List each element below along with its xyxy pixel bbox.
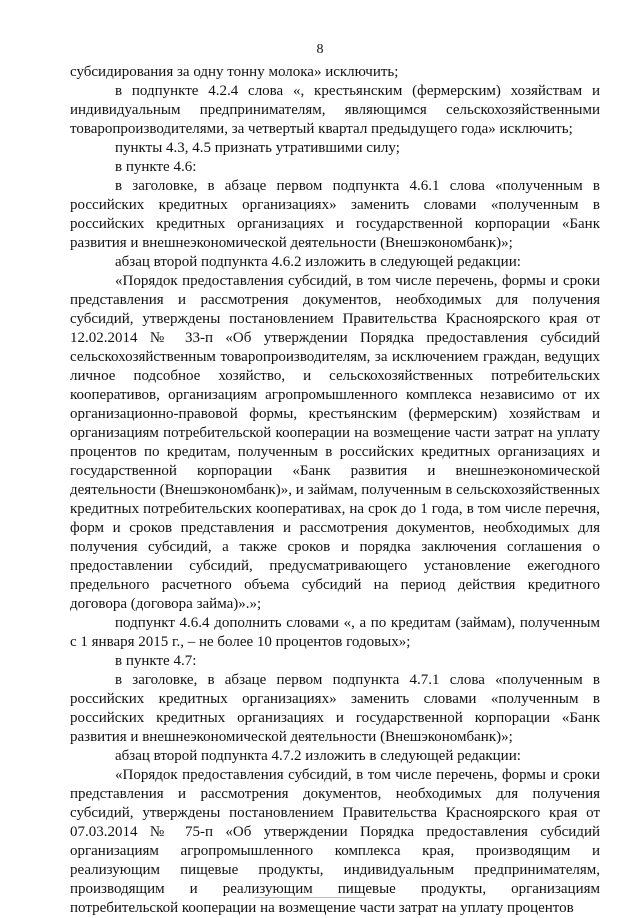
paragraph: подпункт 4.6.4 дополнить словами «, а по кредитам (займам), полученным с 1 января 2015 г., – не более 10 процентов годовых»; bbox=[70, 615, 600, 650]
page-number: 8 bbox=[316, 42, 324, 57]
paragraph: в пункте 4.6: bbox=[115, 159, 197, 175]
paragraph: «Порядок предоставления субсидий, в том числе перечень, формы и сроки представления и рассмотрения документов, необходимых для получения субсидий, утверждены постановлением Правительства Красноярского края от 07.03.2014 № 75-п «Об утверждении Порядка предоставления субсидий организациям агропромышленного комплекса края, производящим и реализующим пищевые продукты, индивидуальным предпринимателям, производящим и реализующим пищевые продукты, организациям потребительской кооперации на возмещение части затрат на уплату процентов bbox=[70, 767, 600, 916]
scan-edge-line bbox=[255, 897, 365, 898]
paragraph: в заголовке, в абзаце первом подпункта 4.6.1 слова «полученным в российских кредитных организациях» заменить словами «полученным в российских кредитных организациях и государственной корпорации «Банк развития и внешнеэкономической деятельности (Внешэкономбанк)»; bbox=[70, 178, 600, 251]
paragraph: в заголовке, в абзаце первом подпункта 4.7.1 слова «полученным в российских кредитных организациях» заменить словами «полученным в российских кредитных организациях и государственной корпорации «Банк развития и внешнеэкономической деятельности (Внешэкономбанк)»; bbox=[70, 672, 600, 745]
paragraph: «Порядок предоставления субсидий, в том числе перечень, формы и сроки представления и рассмотрения документов, необходимых для получения субсидий, утверждены постановлением Правительства Красноярского края от 12.02.2014 № 33-п «Об утверждении Порядка предоставления субсидий сельскохозяйственным товаропроизводителям, за исключением граждан, ведущих личное подсобное хозяйство, и сельскохозяйственных потребительских кооперативов, организациям агропромышленного комплекса независимо от их организационно-правовой формы, крестьянским (фермерским) хозяйствам и организациям потребительской кооперации на возмещение части затрат на уплату процентов по кредитам, полученным в российских кредитных организациях и государственной корпорации «Банк развития и внешнеэкономической деятельности (Внешэкономбанк)», и займам, полученным в сельскохозяйственных кредитных потребительских кооперативах, на срок до 1 года, в том числе перечня, форм и сроков представления и рассмотрения документов, необходимых для получения субсидий, а также сроков и порядка заключения соглашения о предоставлении субсидий, предусматривающего установление ежегодного предельного расчетного объема субсидий на период действия кредитного договора (договора займа)».»; bbox=[70, 273, 600, 612]
paragraph: субсидирования за одну тонну молока» исключить; bbox=[70, 64, 399, 80]
paragraph: в подпункте 4.2.4 слова «, крестьянским (фермерским) хозяйствам и индивидуальным предпринимателям, являющимся сельскохозяйственными товаропроизводителями, за четвертый квартал предыдущего года» исключить; bbox=[70, 83, 600, 137]
paragraph: абзац второй подпункта 4.7.2 изложить в следующей редакции: bbox=[115, 748, 521, 764]
paragraph: пункты 4.3, 4.5 признать утратившими силу; bbox=[115, 140, 400, 156]
document-body bbox=[70, 63, 600, 918]
paragraph: в пункте 4.7: bbox=[115, 653, 197, 669]
paragraph: абзац второй подпункта 4.6.2 изложить в следующей редакции: bbox=[115, 254, 521, 270]
